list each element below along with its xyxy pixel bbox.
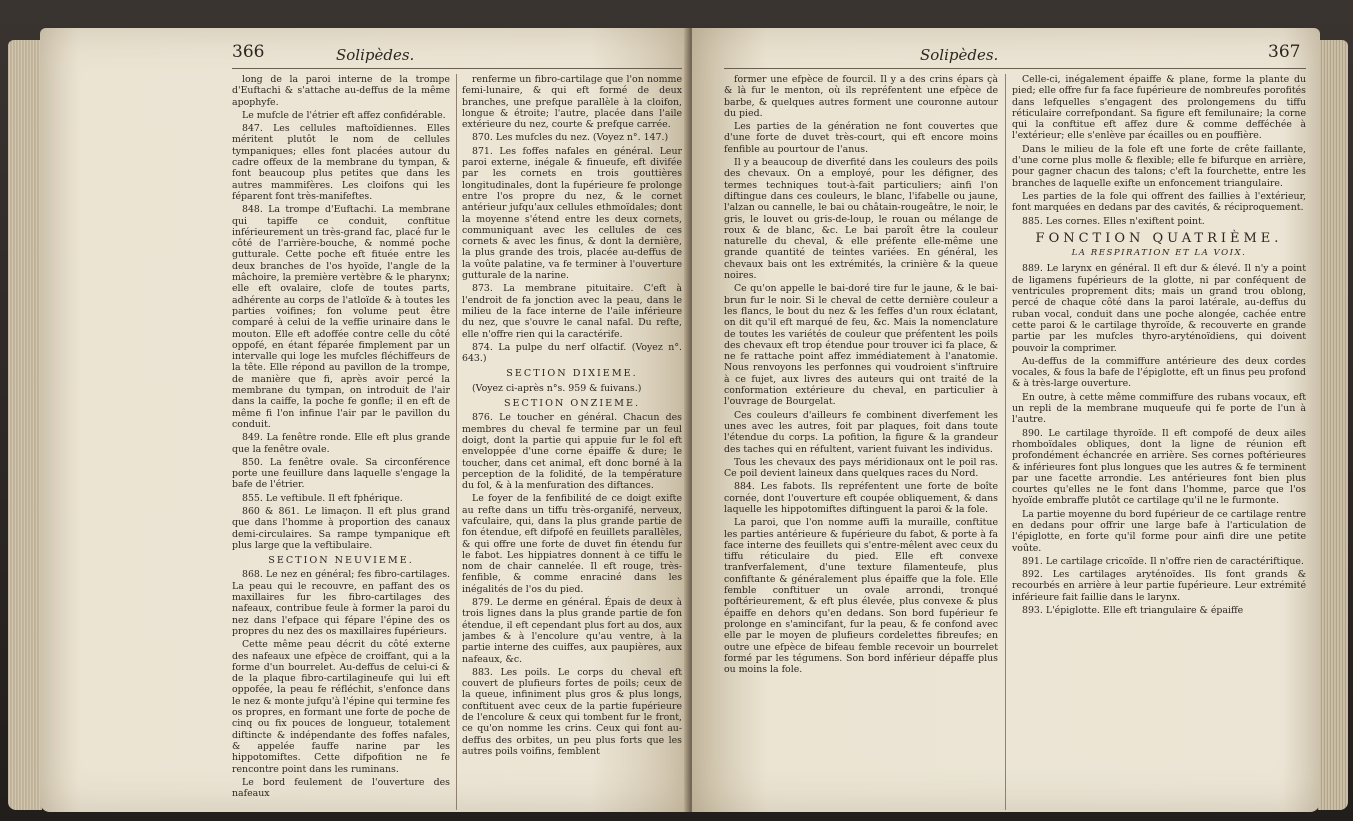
text-paragraph: SECTION NEUVIEME.	[268, 555, 414, 567]
text-paragraph: La paroi, que l'on nomme auffi la muraille, conftitue les parties antérieure & fupérieure du fabot, & porte à fa face interne des feuillets qui s'entre-mêlent avec ceux du tiffu réticulaire du pied. Elle eft convexe tranfverfalement, d'une texture filamenteufe, plus confiftante & généralement plus épaiffe que la fole. Elle femble conftituer un ovale arrondi, tronqué poftérieurement, & eft plus élevée, plus convexe & plus épaiffe en dehors qu'en dedans. Son bord fupérieur fe prolonge en s'amincifant, fur la peau, & fe confond avec elle par le moyen de plufieurs cordelettes fibreufes; en outre une efpèce de bifeau femble recevoir un bourrelet formé par les tégumens. Son bord inférieur dépaffe plus ou moins la fole.	[724, 517, 998, 676]
text-paragraph: Ces couleurs d'ailleurs fe combinent diverfement les unes avec les autres, foit par plaques, foit dans toute l'étendue du corps. La pofition, la figure & la grandeur des taches qui en réfultent, varient fuivant les individus.	[724, 409, 998, 455]
text-paragraph: 885. Les cornes. Elles n'exiftent point.	[1022, 215, 1205, 227]
text-paragraph: 890. Le cartilage thyroïde. Il eft compofé de deux ailes rhomboïdales obliques, dont la ligne de réunion eft profondément échancrée en arrière. Ses cornes poftérieures & inférieures font plus longues que les autres & fe terminent par une facette arrondie. Les antérieures font bien plus courtes qu'elles ne le font dans l'homme, parce que l'os hyoïde embraffe plutôt ce cartilage qu'il ne le furmonte.	[1012, 427, 1306, 507]
page-number-right: 367	[1268, 42, 1301, 62]
text-paragraph: 860 & 861. Le limaçon. Il eft plus grand que dans l'homme à proportion des canaux demi-circulaires. Sa rampe tympanique eft plus large que la veftibulaire.	[232, 505, 450, 551]
header-rule-right	[724, 68, 1306, 69]
text-paragraph: En outre, à cette même commiffure des rubans vocaux, eft un repli de la membrane muqueufe qui fe porte de l'un à l'autre.	[1012, 391, 1306, 426]
text-paragraph: 855. Le veftibule. Il eft fphérique.	[242, 492, 403, 504]
text-paragraph: SECTION DIXIEME.	[506, 368, 638, 380]
running-head-right: Solipèdes.	[920, 46, 999, 64]
page-number-left: 366	[232, 42, 265, 62]
text-paragraph: Le bord feulement de l'ouverture des nafeaux	[232, 776, 450, 800]
text-paragraph: 879. Le derme en général. Épais de deux à trois lignes dans la plus grande partie de fon étendue, il eft cependant plus fort au dos, aux jambes & à l'encolure qu'au ventre, à la partie interne des cuiffes, aux paupières, aux nafeaux, &c.	[462, 597, 682, 665]
text-paragraph: 876. Le toucher en général. Chacun des membres du cheval fe termine par un feul doigt, dont la partie qui appuie fur le fol eft enveloppée d'une corne épaiffe & dure; le toucher, dans cet animal, eft donc borné à la perception de la folidité, de la température du fol, & à la menfuration des diftances.	[462, 412, 682, 492]
text-paragraph: Le mufcle de l'étrier eft affez confidérable.	[242, 109, 446, 121]
text-paragraph: FONCTION QUATRIÈME.	[1035, 230, 1283, 246]
text-paragraph: Cette même peau décrit du côté externe des nafeaux une efpèce de croiffant, qui a la forme d'un bourrelet. Au-deffus de celui-ci & de la plaque fibro-cartilagineufe qui lui eft oppofée, la peau fe réfléchit, s'enfonce dans le nez & monte jufqu'à l'épine qui termine fes os propres, en formant une forte de poche de cinq ou fix pouces de longueur, totalement diftincte & indépendante des foffes nafales, & appelée fauffe narine par les hippotomiftes. Cette difpofition ne fe rencontre point dans les ruminans.	[232, 639, 450, 775]
text-paragraph: 847. Les cellules maftoïdiennes. Elles méritent plutôt le nom de cellules tympaniques; elles font placées autour du cadre offeux de la membrane du tympan, & font beaucoup plus petites que dans les autres mammifères. Les cloifons qui les féparent font très-manifeftes.	[232, 123, 450, 202]
text-paragraph: 873. La membrane pituitaire. C'eft à l'endroit de fa jonction avec la peau, dans le milieu de la face interne de l'aile inférieure du nez, que s'ouvre le canal nafal. Du refte, elle n'offre rien qui la caractérife.	[462, 283, 682, 340]
text-paragraph: 849. La fenêtre ronde. Elle eft plus grande que la fenêtre ovale.	[232, 432, 450, 455]
header-rule-left	[232, 68, 682, 69]
text-paragraph: 868. Le nez en général; fes fibro-cartilages. La peau qui le recouvre, en paffant des os maxillaires fur les fibro-cartilages des nafeaux, contribue feule à former la paroi du nez dans l'efpace qui fépare l'épine des os propres du nez des os maxillaires fupérieurs.	[232, 569, 450, 637]
text-paragraph: Le foyer de la fenfibilité de ce doigt exifte au refte dans un tiffu très-organifé, nerveux, vafculaire, qui, dans la plus grande partie de fon étendue, eft difpofé en feuillets parallèles, & qui offre une forte de duvet fin étendu fur le fabot. Les hippiatres donnent à ce tiffu le nom de chair cannelée. Il eft rouge, très-fenfible, & comme enraciné dans les inégalités de l'os du pied.	[462, 493, 682, 595]
running-head-left: Solipèdes.	[336, 46, 415, 64]
text-paragraph: LA RESPIRATION ET LA VOIX.	[1071, 248, 1247, 259]
left-page	[40, 28, 688, 812]
text-paragraph: 892. Les cartilages aryténoïdes. Ils font grands & recourbés en arrière à leur partie fupérieure. Leur extrémité inférieure fait faillie dans le larynx.	[1012, 569, 1306, 603]
text-paragraph: La partie moyenne du bord fupérieur de ce cartilage rentre en dedans pour offrir une large bafe à l'articulation de l'épiglotte, en forte qu'il forme pour ainfi dire une petite voûte.	[1012, 508, 1306, 554]
right-page-column-1	[724, 74, 998, 810]
text-paragraph: Celle-ci, inégalement épaiffe & plane, forme la plante du pied; elle offre fur fa face fupérieure de nombreufes porofités dans lefquelles s'engagent des prolongemens du tiffu réticulaire correfpondant. Sa figure eft femilunaire; la corne qui la conftitue eft affez dure & comme defféchée à l'extérieur; elle s'enlève par écailles ou en pouffière.	[1012, 74, 1306, 142]
text-paragraph: Au-deffus de la commiffure antérieure des deux cordes vocales, & fous la bafe de l'épiglotte, eft un finus peu profond & à très-large ouverture.	[1012, 355, 1306, 390]
right-page-column-2	[1012, 74, 1306, 810]
right-page	[692, 28, 1320, 812]
column-divider-left	[456, 74, 457, 810]
text-paragraph: renferme un fibro-cartilage que l'on nomme femi-lunaire, & qui eft formé de deux branches, une prefque parallèle à la cloifon, longue & étroite; l'autre, placée dans l'aile extérieure du nez, courte & prefque carrée.	[462, 74, 682, 131]
text-paragraph: 850. La fenêtre ovale. Sa circonférence porte une feuillure dans laquelle s'engage la bafe de l'étrier.	[232, 456, 450, 491]
text-paragraph: Ce qu'on appelle le bai-doré tire fur le jaune, & le bai-brun fur le noir. Si le cheval de cette dernière couleur a les flancs, le bout du nez & les feffes d'un roux éclatant, on dit qu'il eft marqué de feu, &c. Mais la nomenclature de toutes les variétés de couleur que préfentent les poils des chevaux eft trop étendue pour trouver ici fa place, & ne fe rattache point affez immédiatement à l'anatomie. Nous renvoyons les perfonnes qui voudroient s'inftruire à ce fujet, aux livres des auteurs qui ont traité de la conformation extérieure du cheval, en particulier à l'ouvrage de Bourgelat.	[724, 283, 998, 408]
text-paragraph: Les parties de la fole qui offrent des faillies à l'extérieur, font marquées en dedans par des cavités, & réciproquement.	[1012, 190, 1306, 214]
text-paragraph: 889. Le larynx en général. Il eft dur & élevé. Il n'y a point de ligamens fupérieurs de la glotte, ni par conféquent de ventricules proprement dits; mais un grand trou oblong, percé de chaque côté dans la paroi latérale, au-deffus du ruban vocal, conduit dans une poche alongée, cachée entre cette paroi & le cartilage thyroïde, & recouverte en grande partie par les mufcles thyro-aryténoïdiens, qui doivent pouvoir la comprimer.	[1012, 263, 1306, 354]
text-paragraph: (Voyez ci-après n°s. 959 & fuivans.)	[472, 382, 642, 394]
text-paragraph: Il y a beaucoup de diverfité dans les couleurs des poils des chevaux. On a employé, pour les défigner, des termes techniques tout-à-fait particuliers; ainfi l'on diftingue dans ces couleurs, le blanc, l'ifabelle ou jaune, l'alzan ou cannelle, le bai ou châtain-rougeâtre, le noir, le gris, le louvet ou gris-de-loup, le rouan ou mélange de roux & de blanc, &c. Le bai paroît être la couleur naturelle du cheval, & elle préfente elle-même une grande quantité de teintes variées. En général, les chevaux bais ont les extrémités, la crinière & la queue noires.	[724, 157, 998, 282]
text-paragraph: 848. La trompe d'Euftachi. La membrane qui tapiffe ce conduit, conftitue inférieurement un très-grand fac, placé fur le côté de l'arrière-bouche, & nommé poche gutturale. Cette poche eft fituée entre les deux branches de l'os hyoïde, l'angle de la mâchoire, la première vertèbre & le pharynx; elle eft ovalaire, clofe de toutes parts, adhérente au corps de l'atloïde & à toutes les parties voifines; fon volume peut être comparé à celui de la veffie urinaire dans le mouton. Elle eft adoffée contre celle du côté oppofé, en étant féparée fimplement par un intervalle qui loge les mufcles fléchiffeurs de la tête. Elle répond au pavillon de la trompe, de manière que fi, après avoir percé la membrane du tympan, on introduit de l'air dans la caiffe, la poche fe gonfle; il en eft de même fi l'on infinue l'air par le pavillon du conduit.	[232, 204, 450, 430]
left-page-column-1	[232, 74, 450, 810]
text-paragraph: 891. Le cartilage cricoïde. Il n'offre rien de caractériftique.	[1022, 555, 1304, 567]
text-paragraph: 874. La pulpe du nerf olfactif. (Voyez n°. 643.)	[462, 341, 682, 365]
text-paragraph: SECTION ONZIEME.	[503, 398, 640, 410]
left-page-column-2	[462, 74, 682, 810]
left-page-edges	[8, 40, 42, 810]
text-paragraph: 883. Les poils. Le corps du cheval eft couvert de plufieurs fortes de poils; ceux de la queue, infiniment plus gros & plus longs, conftituent avec ceux de la partie fupérieure de l'encolure & ceux qui tombent fur le front, ce qu'on nomme les crins. Ceux qui font au-deffus des orbites, un peu plus forts que les autres poils voifins, femblent	[462, 666, 682, 757]
text-paragraph: Tous les chevaux des pays méridionaux ont le poil ras. Ce poil devient laineux dans quelques races du Nord.	[724, 456, 998, 480]
text-paragraph: 870. Les mufcles du nez. (Voyez n°. 147.)	[472, 132, 669, 144]
text-paragraph: 884. Les fabots. Ils repréfentent une forte de boîte cornée, dont l'ouverture eft coupée obliquement, & dans laquelle les hippotomiftes diftinguent la paroi & la fole.	[724, 481, 998, 515]
text-paragraph: long de la paroi interne de la trompe d'Euftachi & s'attache au-deffus de la même apophyfe.	[232, 74, 450, 108]
text-paragraph: Les parties de la génération ne font couvertes que d'une forte de duvet très-court, qui eft encore moins fenfible au pourtour de l'anus.	[724, 121, 998, 155]
text-paragraph: 871. Les foffes nafales en général. Leur paroi externe, inégale & finueufe, eft divifée par les cornets en trois gouttières longitudinales, dont la fupérieure fe prolonge entre l'os propre du nez, & le cornet antérieur jufqu'aux cellules ethmoïdales; dont la moyenne s'étend entre les deux cornets, communiquant avec les cellules de ces cornets & avec les finus, & dont la dernière, la plus grande des trois, placée au-deffus de la voûte palatine, va fe terminer à l'ouverture gutturale de la narine.	[462, 145, 682, 282]
text-paragraph: Dans le milieu de la fole eft une forte de crête faillante, d'une corne plus molle & flexible; elle fe bifurque en arrière, pour gagner chacun des talons; c'eft la fourchette, entre les branches de laquelle exifte un enfoncement triangulaire.	[1012, 143, 1306, 189]
text-paragraph: former une efpèce de fourcil. Il y a des crins épars çà & là fur le menton, où ils repréfentent une efpèce de barbe, & quelques autres forment une couronne autour du pied.	[724, 74, 998, 119]
column-divider-right	[1005, 74, 1006, 810]
text-paragraph: 893. L'épiglotte. Elle eft triangulaire & épaiffe	[1022, 605, 1244, 617]
right-page-edges	[1318, 40, 1348, 810]
